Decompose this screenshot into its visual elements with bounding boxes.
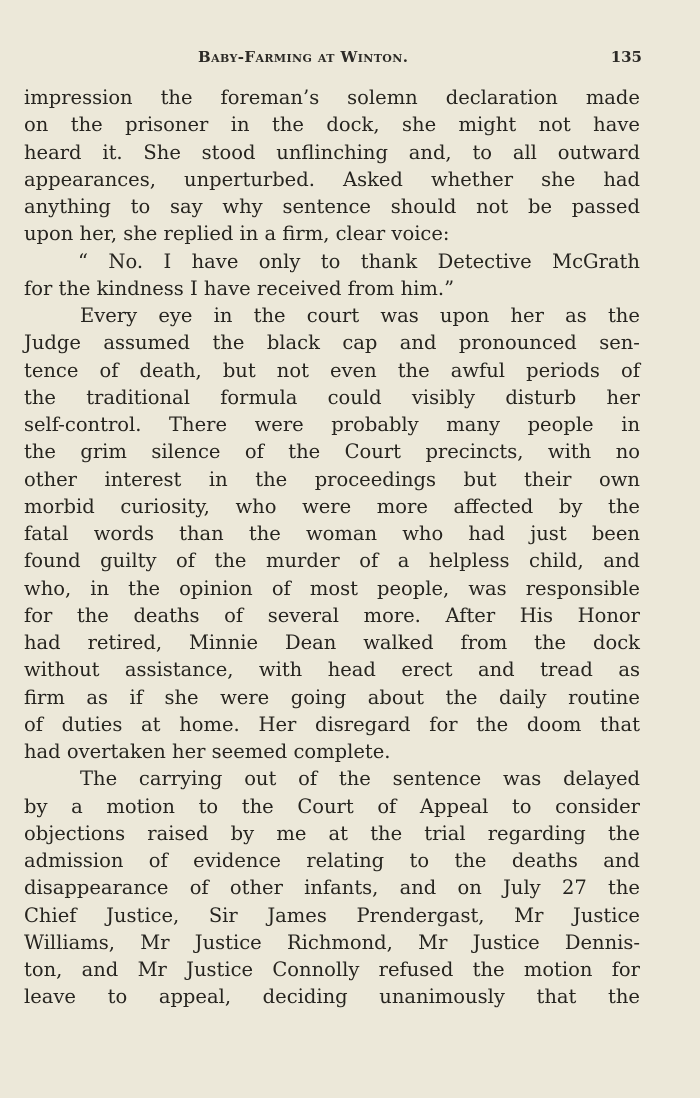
text-line: appearances, unperturbed. Asked whether she had xyxy=(24,167,640,191)
text-line: “ No. I have only to thank Detective McGrath xyxy=(78,249,640,273)
text-line: firm as if she were going about the daily routine xyxy=(24,685,640,709)
text-line: anything to say why sentence should not be passed xyxy=(24,195,640,218)
running-title: Baby-Farming at Winton. xyxy=(198,48,409,66)
text-line: the traditional formula could visibly disturb her xyxy=(24,385,640,409)
text-line: on the prisoner in the dock, she might not have xyxy=(24,113,640,137)
text-line: who, in the opinion of most people, was responsible xyxy=(24,576,640,600)
text-line: without assistance, with head erect and tread as xyxy=(24,658,640,682)
text-line: of duties at home. Her disregard for the doom that xyxy=(24,712,640,736)
text-line: disappearance of other infants, and on July 27 the xyxy=(24,876,640,900)
text-line: the grim silence of the Court precincts, with no xyxy=(24,440,640,464)
text-line: Chief Justice, Sir James Prendergast, Mr Justice xyxy=(24,903,640,927)
text-line: other interest in the proceedings but their own xyxy=(24,467,640,491)
text-line: morbid curiosity, who were more affected by the xyxy=(24,494,640,518)
text-line: self-control. There were probably many people in xyxy=(24,413,640,436)
text-line: Judge assumed the black cap and pronounced sen- xyxy=(24,331,640,355)
text-line: fatal words than the woman who had just been xyxy=(24,522,640,545)
text-line: Every eye in the court was upon her as the xyxy=(80,304,640,327)
body-text xyxy=(24,84,640,1011)
text-line: ton, and Mr Justice Connolly refused the motion for xyxy=(24,958,640,981)
text-line: for the kindness I have received from him.” xyxy=(24,276,455,300)
text-line: tence of death, but not even the awful periods of xyxy=(24,358,640,382)
running-head xyxy=(0,48,700,72)
text-line: had overtaken her seemed complete. xyxy=(24,740,391,763)
text-line: heard it. She stood unflinching and, to all outward xyxy=(24,140,640,164)
text-line: found guilty of the murder of a helpless child, and xyxy=(24,549,640,573)
text-line: for the deaths of several more. After His Honor xyxy=(24,603,640,627)
text-line: had retired, Minnie Dean walked from the dock xyxy=(24,631,640,654)
page-number: 135 xyxy=(610,48,642,66)
text-line: objections raised by me at the trial regarding the xyxy=(24,821,640,845)
text-line: leave to appeal, deciding unanimously that the xyxy=(24,985,640,1009)
text-line: impression the foreman’s solemn declaration made xyxy=(24,86,640,109)
text-line: admission of evidence relating to the deaths and xyxy=(24,849,640,872)
text-line: Williams, Mr Justice Richmond, Mr Justice Dennis- xyxy=(24,930,640,954)
text-line: upon her, she replied in a firm, clear voice: xyxy=(24,222,450,246)
text-line: by a motion to the Court of Appeal to consider xyxy=(24,794,640,818)
text-line: The carrying out of the sentence was delayed xyxy=(80,767,640,791)
